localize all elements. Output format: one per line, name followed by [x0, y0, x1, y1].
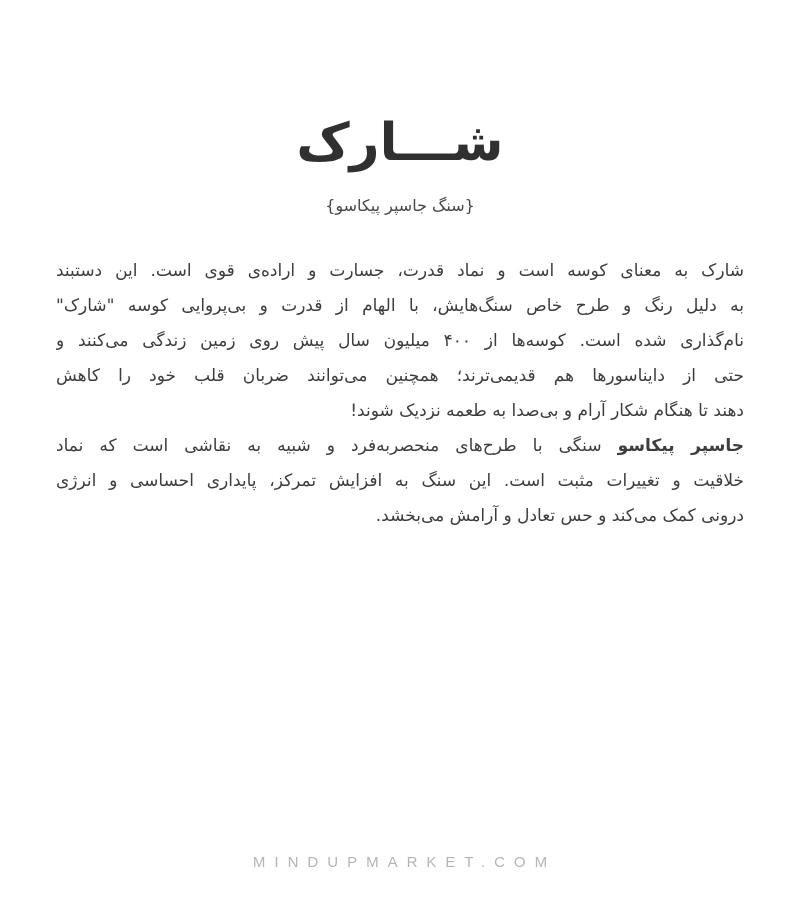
text-line: [56, 254, 744, 289]
footer-website-text: MINDUPMARKET.COM: [252, 854, 557, 871]
text-segment: درونی کمک می‌کند و حس تعادل و آرامش می‌بخشد.: [375, 506, 744, 526]
poster-page: [0, 104, 800, 904]
text-segment: سنگی با طرح‌های منحصربه‌فرد و شبیه به نقاشی است که نماد: [56, 436, 618, 456]
text-segment: حتی از دایناسورها هم قدیمی‌ترند؛ همچنین می‌توانند ضربان قلب خود را کاهش: [56, 366, 744, 386]
page-subtitle: {سنگ جاسپر پیکاسو}: [325, 196, 475, 215]
paragraph: [56, 429, 744, 534]
text-line: [56, 324, 744, 359]
text-line: [56, 359, 744, 394]
text-line: [56, 429, 744, 464]
text-line: [56, 464, 744, 499]
text-segment: نام‌گذاری شده است. کوسه‌ها از ۴۰۰ میلیون سال پیش روی زمین زندگی می‌کنند و: [56, 331, 744, 351]
text-segment: دهند تا هنگام شکار آرام و بی‌صدا به طعمه نزدیک شوند!: [350, 401, 744, 421]
page-title: شـــارک: [296, 113, 504, 173]
text-line: [56, 499, 744, 534]
bold-text: جاسپر پیکاسو: [617, 436, 744, 456]
text-line: [56, 289, 744, 324]
text-segment: به دلیل رنگ و طرح خاص سنگ‌هایش، با الهام از قدرت و بی‌پروایی کوسه "شارک": [56, 296, 744, 316]
paragraph: [56, 254, 744, 429]
body-text: [56, 254, 744, 534]
text-segment: شارک به معنای کوسه است و نماد قدرت، جسارت و اراده‌ی قوی است. این دستبند: [56, 261, 744, 281]
text-line: [56, 394, 744, 429]
text-segment: خلاقیت و تغییرات مثبت است. این سنگ به افزایش تمرکز، پایداری احساسی و انرژی: [56, 471, 744, 491]
